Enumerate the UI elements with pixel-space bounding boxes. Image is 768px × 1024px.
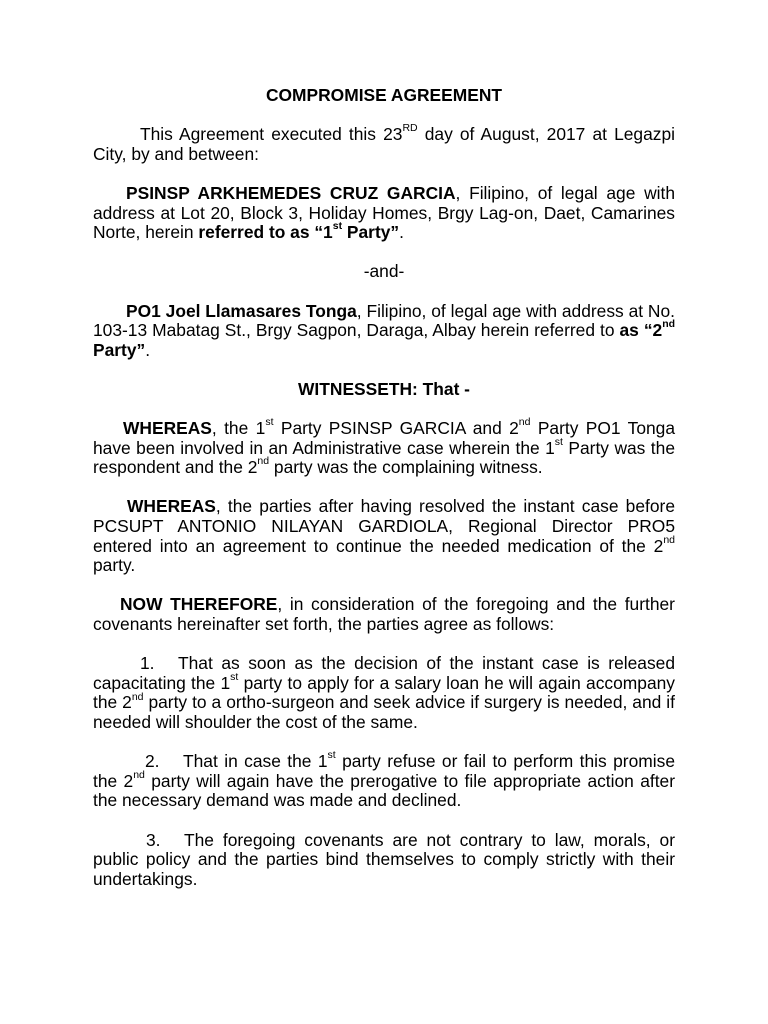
item1-sup: nd (131, 690, 144, 703)
whereas1-sup: st (265, 416, 274, 429)
witnesseth-heading: WITNESSETH: That - (298, 378, 470, 399)
party1-ref-text: referred to as “1 (198, 222, 333, 243)
covenant-item-3 (93, 831, 675, 890)
whereas2-lead: WHEREAS (127, 496, 216, 517)
whereas1-paragraph (93, 416, 676, 478)
whereas2-text: party. (93, 555, 136, 576)
item2-text: That in case the 1 (183, 751, 328, 772)
item1-text: party to apply for a salary loan he will again accompany the 2 (93, 672, 675, 713)
item2-text: party will again have the prerogative to file appropriate action after the necessary demand was made and declined. (93, 770, 675, 811)
document-page (93, 86, 675, 889)
item2-number: 2. (145, 751, 160, 772)
whereas1-text: Party was the respondent and the 2 (93, 437, 675, 478)
party2-ref-text-end: Party” (93, 339, 146, 360)
party1-description: , Filipino, of legal age with address at Lot 20, Block 3, Holiday Homes, Brgy Lag-on, Daet, Camarines Norte, herein (93, 182, 675, 243)
party1-reference (198, 222, 399, 242)
now-therefore-text: , in consideration of the foregoing and the further covenants hereinafter set forth, the parties agree as follows: (93, 594, 675, 635)
intro-text-cont: day of August, 2017 at Legazpi City, by and between: (93, 124, 675, 164)
item1-text: That as soon as the decision of the instant case is released capacitating the 1 (93, 653, 675, 693)
whereas1-text: Party PO1 Tonga have been involved in an Administrative case wherein the 1 (93, 418, 676, 458)
party2-ref-text: as “2 (619, 320, 663, 341)
whereas1-text: party was the complaining witness. (269, 457, 543, 478)
intro-text: This Agreement executed this 23 (140, 124, 403, 145)
now-therefore-paragraph (93, 595, 675, 634)
party1-name: PSINSP ARKHEMEDES CRUZ GARCIA (126, 182, 456, 203)
covenant-item-1 (93, 654, 675, 732)
party2-paragraph (93, 302, 675, 361)
whereas2-sup: nd (663, 533, 675, 546)
item2-sup: st (327, 749, 336, 762)
party2-name: PO1 Joel Llamasares Tonga (126, 300, 357, 321)
whereas1-text: , the 1 (211, 418, 266, 439)
item1-number: 1. (140, 653, 155, 674)
item2-text: party refuse or fail to perform this promise the 2 (93, 751, 675, 791)
document-title: COMPROMISE AGREEMENT (265, 85, 503, 105)
item2-sup: nd (133, 768, 145, 781)
now-therefore-lead: NOW THEREFORE (120, 594, 278, 615)
intro-superscript: RD (402, 122, 418, 135)
intro-paragraph (93, 122, 675, 164)
party1-ref-text-end: Party” (342, 222, 400, 243)
party2-period: . (145, 339, 151, 360)
party1-ref-sup: st (332, 220, 343, 233)
party1-period: . (399, 222, 404, 243)
whereas1-sup: st (554, 435, 563, 448)
whereas1-sup: nd (518, 416, 531, 429)
party1-paragraph (93, 184, 675, 243)
whereas1-lead: WHEREAS (123, 418, 212, 439)
whereas1-sup: nd (257, 455, 270, 468)
party2-ref-sup: nd (662, 318, 676, 331)
whereas2-text: , the parties after having resolved the instant case before PCSUPT ANTONIO NILAYAN GARDIOLA, Regional Director PRO5 entered into an agreement to continue the needed medication of the 2 (93, 496, 675, 556)
party2-description: , Filipino, of legal age with address at No. 103-13 Mabatag St., Brgy Sagpon, Daraga, Albay herein referred to (93, 300, 675, 341)
whereas2-paragraph (93, 497, 675, 575)
whereas1-text: Party PSINSP GARCIA and 2 (273, 418, 519, 439)
item3-number: 3. (146, 829, 161, 850)
item1-sup: st (230, 671, 239, 684)
item1-text: party to a ortho-surgeon and seek advice if surgery is needed, and if needed will shoulder the cost of the same. (93, 692, 675, 732)
and-separator: -and- (363, 261, 405, 282)
item3-text: The foregoing covenants are not contrary to law, morals, or public policy and the parties bind themselves to comply strictly with their undertakings. (93, 829, 675, 889)
covenant-item-2 (93, 749, 675, 811)
